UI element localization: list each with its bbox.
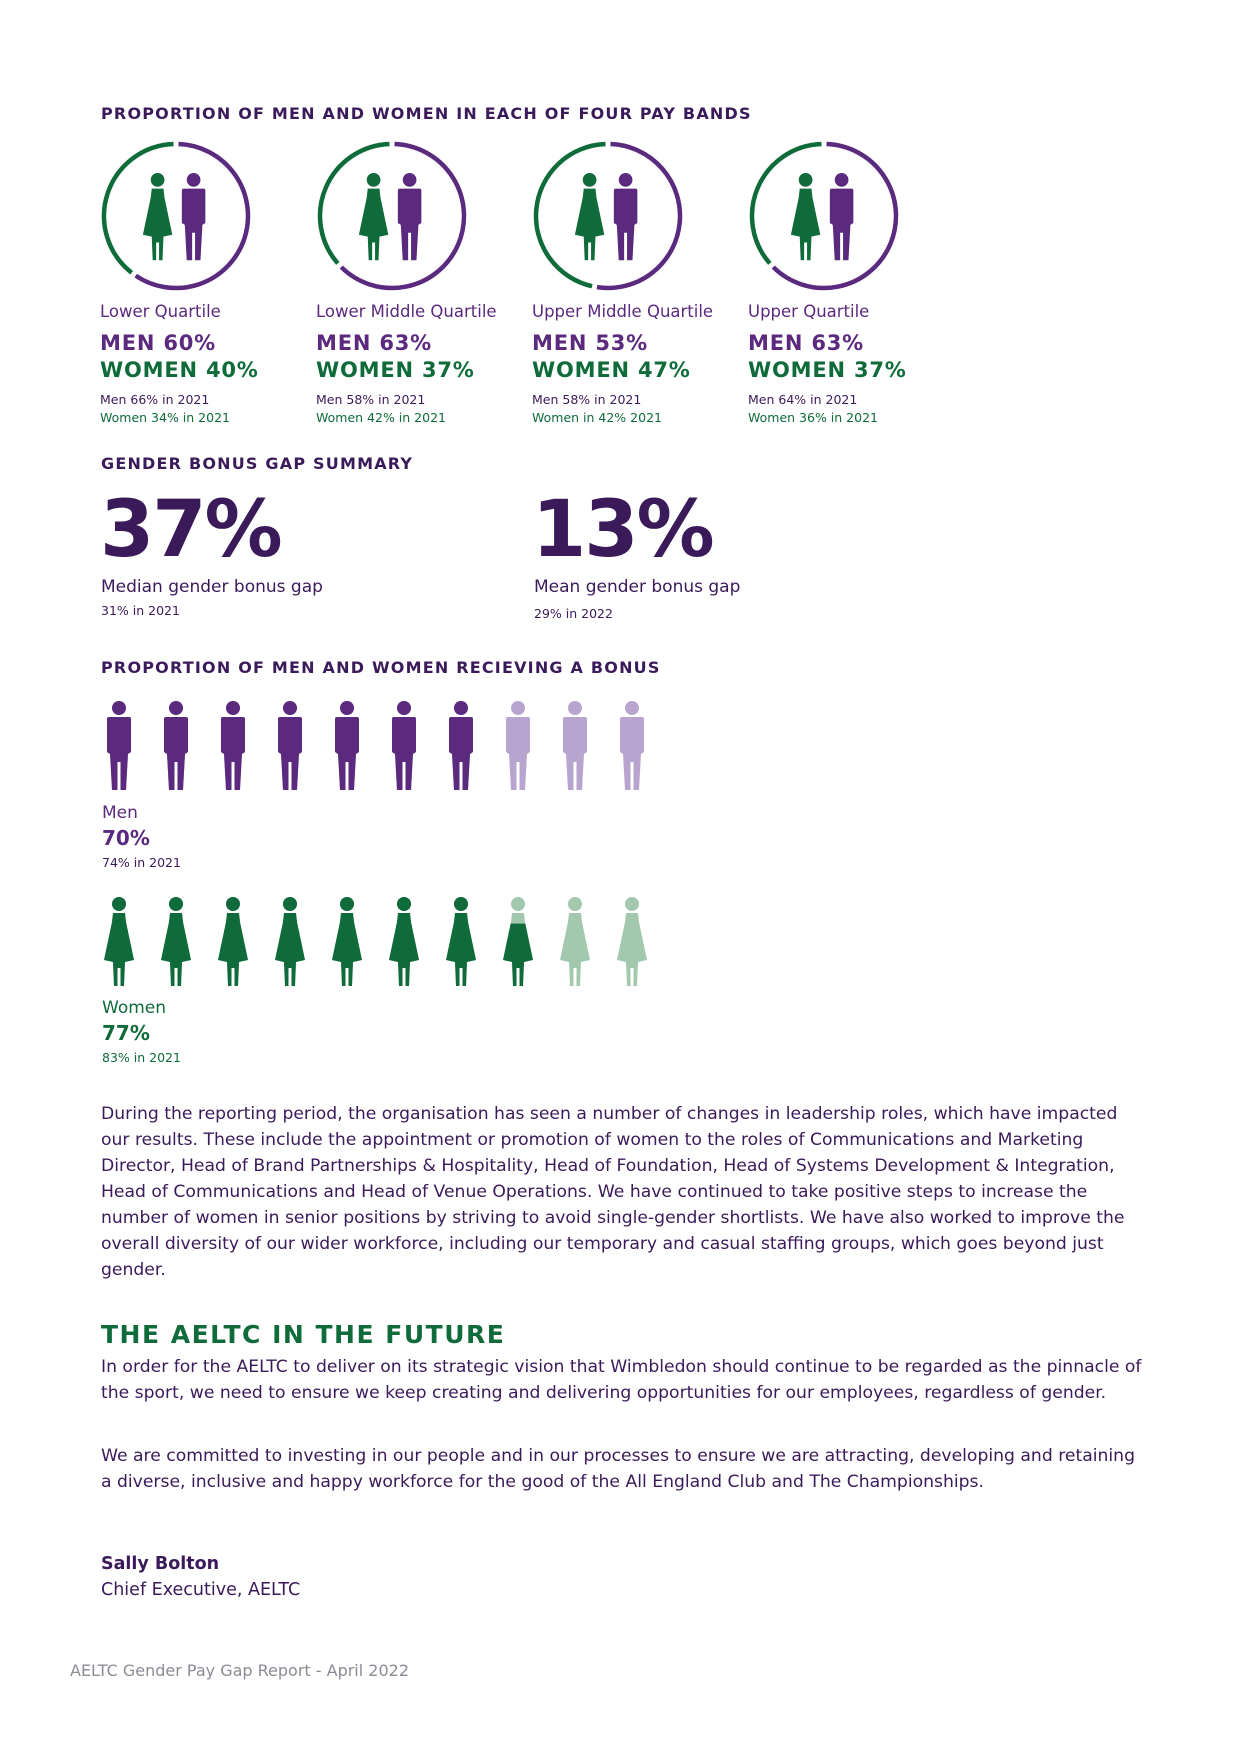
women-bonus-prev: 83% in 2021 <box>102 1050 181 1065</box>
median-bonus-gap-value: 37% <box>100 485 281 575</box>
quartile-men-prev: Men 58% in 2021 <box>316 392 426 407</box>
bonus-receiving-title: PROPORTION OF MEN AND WOMEN RECIEVING A BONUS <box>101 658 661 677</box>
quartile-women-prev: Women 36% in 2021 <box>748 410 878 425</box>
woman-icon <box>575 173 604 260</box>
quartile-label: Lower Middle Quartile <box>316 302 497 321</box>
mean-bonus-gap-prev: 29% in 2022 <box>534 606 613 621</box>
signatory-name: Sally Bolton <box>101 1554 220 1574</box>
woman-icon <box>327 896 367 988</box>
quartile-men-pct: MEN 63% <box>316 331 432 355</box>
mean-bonus-gap-value: 13% <box>532 485 713 575</box>
man-icon <box>398 173 422 260</box>
signatory-role: Chief Executive, AELTC <box>101 1580 301 1600</box>
women-bonus-value: 77% <box>102 1021 150 1045</box>
quartile-upper-middle <box>532 140 747 425</box>
men-share-arc <box>597 144 680 288</box>
woman-icon <box>143 173 172 260</box>
quartile-women-prev: Women 42% in 2021 <box>316 410 446 425</box>
man-icon <box>498 700 538 792</box>
woman-icon <box>270 896 310 988</box>
future-paragraph-2: We are committed to investing in our people and in our processes to ensure we are attracting, developing and retaining a diverse, inclusive and happy workforce for the good of the All England Club and The Championships. <box>101 1446 1135 1492</box>
man-icon <box>270 700 310 792</box>
man-icon <box>830 173 854 260</box>
future-paragraph-1: In order for the AELTC to deliver on its strategic vision that Wimbledon should continue to be regarded as the pinnacle of the sport, we need to ensure we keep creating and delivering opportunities for our employees, regardless of gender. <box>101 1357 1142 1403</box>
quartile-donut-icon <box>748 140 900 292</box>
page-footer: AELTC Gender Pay Gap Report - April 2022 <box>70 1661 409 1680</box>
men-bonus-label: Men <box>102 803 138 823</box>
quartile-women-prev: Women in 42% 2021 <box>532 410 662 425</box>
quartile-donut-icon <box>532 140 684 292</box>
quartile-women-prev: Women 34% in 2021 <box>100 410 230 425</box>
men-bonus-value: 70% <box>102 826 150 850</box>
man-icon <box>612 700 652 792</box>
man-icon <box>384 700 424 792</box>
quartile-label: Lower Quartile <box>100 302 221 321</box>
man-icon <box>182 173 206 260</box>
woman-icon <box>612 896 652 988</box>
bonus-gap-title: GENDER BONUS GAP SUMMARY <box>101 454 414 473</box>
quartile-men-prev: Men 58% in 2021 <box>532 392 642 407</box>
man-icon <box>614 173 638 260</box>
women-pictogram-row <box>99 896 659 988</box>
quartile-label: Upper Middle Quartile <box>532 302 714 321</box>
man-icon <box>99 700 139 792</box>
woman-icon <box>555 896 595 988</box>
future-section-title: THE AELTC IN THE FUTURE <box>101 1320 506 1349</box>
women-bonus-label: Women <box>102 998 167 1018</box>
woman-icon <box>441 896 481 988</box>
quartile-lower <box>100 140 315 425</box>
woman-icon <box>99 896 139 988</box>
man-icon <box>441 700 481 792</box>
quartile-men-pct: MEN 53% <box>532 331 648 355</box>
quartile-men-prev: Men 64% in 2021 <box>748 392 858 407</box>
quartile-men-pct: MEN 63% <box>748 331 864 355</box>
quartile-lower-middle <box>316 140 531 425</box>
quartile-donut-icon <box>100 140 252 292</box>
man-icon <box>213 700 253 792</box>
median-bonus-gap-prev: 31% in 2021 <box>101 603 180 618</box>
mean-bonus-gap-label: Mean gender bonus gap <box>534 577 741 597</box>
man-icon <box>156 700 196 792</box>
quartile-men-prev: Men 66% in 2021 <box>100 392 210 407</box>
quartile-women-pct: WOMEN 40% <box>100 358 259 382</box>
quartile-upper <box>748 140 963 425</box>
woman-icon <box>498 896 538 988</box>
men-bonus-prev: 74% in 2021 <box>102 855 181 870</box>
men-pictogram-row <box>99 700 659 792</box>
woman-icon <box>359 173 388 260</box>
man-icon <box>327 700 367 792</box>
quartile-label: Upper Quartile <box>748 302 870 321</box>
woman-icon <box>213 896 253 988</box>
woman-icon <box>791 173 820 260</box>
median-bonus-gap-label: Median gender bonus gap <box>101 577 323 597</box>
pay-bands-title: PROPORTION OF MEN AND WOMEN IN EACH OF FOUR PAY BANDS <box>101 104 752 123</box>
quartile-donut-icon <box>316 140 468 292</box>
leadership-changes-paragraph: During the reporting period, the organisation has seen a number of changes in leadership roles, which have impacted our results. These include the appointment or promotion of women to the roles of Communications and Marketing Director, Head of Brand Partnerships & Hospitality, Head of Foundation, Head of Systems Development & Integration, Head of Communications and Head of Venue Operations. We have continued to take positive steps to increase the number of women in senior positions by striving to avoid single-gender shortlists. We have also worked to improve the overall diversity of our wider workforce, including our temporary and casual staffing groups, which goes beyond just gender. <box>101 1104 1125 1280</box>
quartile-women-pct: WOMEN 37% <box>316 358 475 382</box>
quartile-women-pct: WOMEN 47% <box>532 358 691 382</box>
woman-icon <box>156 896 196 988</box>
quartile-women-pct: WOMEN 37% <box>748 358 907 382</box>
woman-icon <box>384 896 424 988</box>
man-icon <box>555 700 595 792</box>
quartile-men-pct: MEN 60% <box>100 331 216 355</box>
